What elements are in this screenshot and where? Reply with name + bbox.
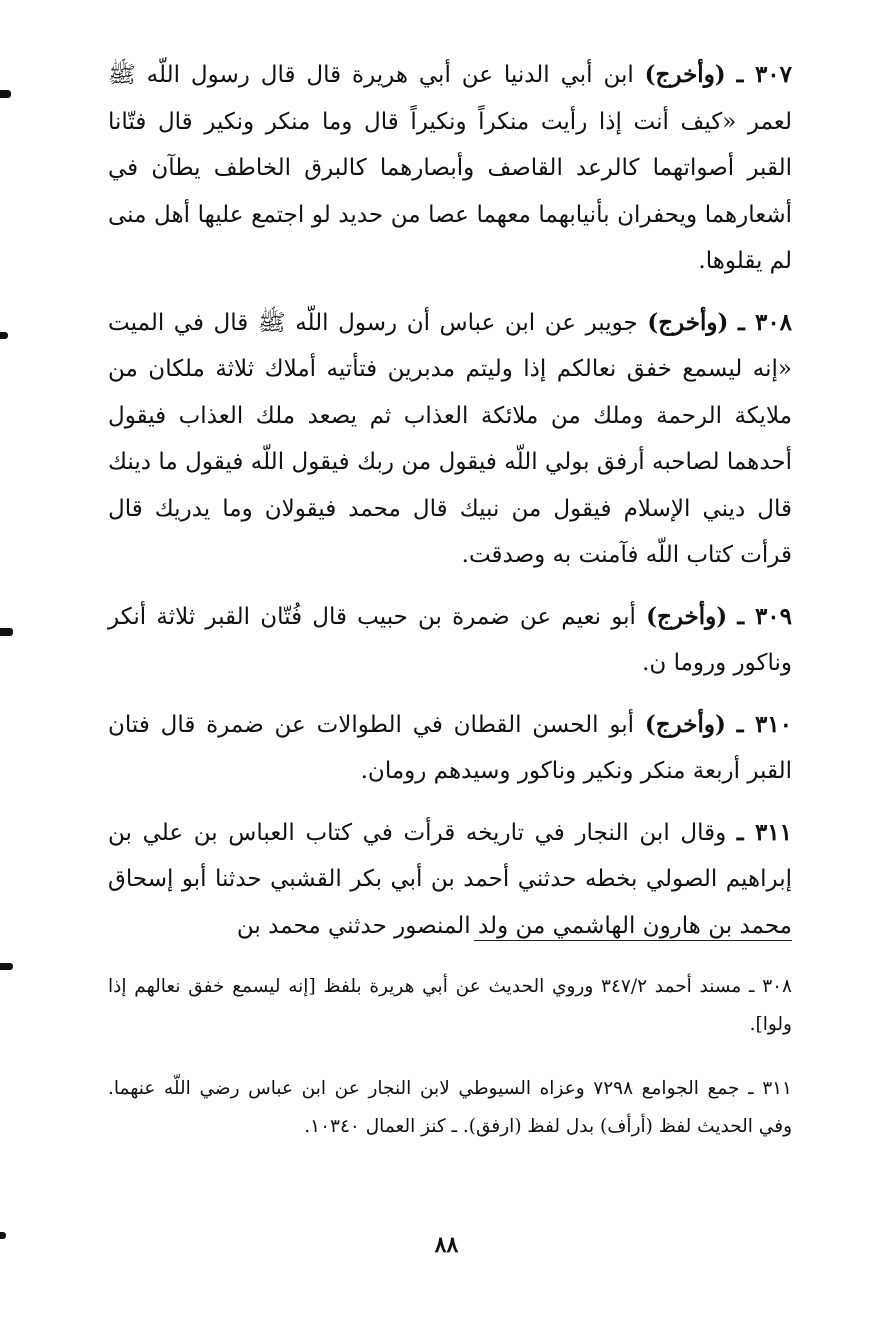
entry-number: ٣١٠ ـ [736, 710, 792, 738]
hadith-entry-309 [108, 594, 792, 687]
scan-edge-mark [0, 332, 8, 339]
entry-number: ٣١١ ـ [736, 818, 792, 846]
page-number: ٨٨ [434, 1232, 459, 1258]
scan-edge-mark [0, 1232, 6, 1239]
hadith-entry-307 [108, 52, 792, 285]
main-text [108, 52, 792, 964]
entry-number: ٣٠٨ ـ [737, 308, 793, 336]
scan-edge-mark [0, 963, 13, 970]
entry-text: أبو نعيم عن ضمرة بن حبيب قال فُتّان القبر ثلاثة أنكر وناكور وروما ن. [108, 603, 792, 676]
entry-keyword: (وأخرج) [644, 710, 726, 738]
entry-text: ابن أبي الدنيا عن أبي هريرة قال قال رسول اللّه ﷺ لعمر «كيف أنت إذا رأيت منكراً ونكيراً قال وما منكر ونكير قال فتّانا القبر أصواتهما كالرعد القاصف وأبصارهما كالبرق الخاطف يطآن في أشعارهما ويحفران بأنيابهما معهما عصا من حديد لو اجتمع عليها أهل منى لم يقلوها. [108, 62, 792, 274]
entry-number: ٣٠٩ ـ [737, 602, 793, 630]
scan-edge-mark [0, 628, 13, 636]
entry-number: ٣٠٧ ـ [736, 61, 793, 88]
footnote-divider [474, 940, 792, 941]
entry-keyword: (وأخرج) [647, 308, 729, 336]
footnotes [108, 968, 792, 1172]
scan-edge-mark [0, 90, 11, 98]
hadith-entry-308 [108, 300, 792, 579]
footnote-311: ٣١١ ـ جمع الجوامع ٧٢٩٨ وعزاه السيوطي لابن النجار عن ابن عباس رضي اللّه عنهما. وفي الحديث لفظ (أرأف) بدل لفظ (ارفق). ـ كنز العمال ١٠٣٤٠. [108, 1078, 792, 1137]
hadith-entry-310 [108, 702, 792, 795]
hadith-entry-311 [108, 810, 792, 950]
entry-text: جويبر عن ابن عباس أن رسول اللّه ﷺ قال في الميت «إنه ليسمع خفق نعالكم إذا وليتم مدبرين فتأتيه أملاك ثلاثة ملكان من ملايكة الرحمة وملك من ملائكة العذاب ثم يصعد ملك العذاب فيقول أحدهما لصاحبه أرفق بولي اللّه فيقول من ربك فيقول اللّه فيقول ما دينك قال ديني الإسلام فيقول من نبيك قال محمد فيقولان وما يدريك قال قرأت كتاب اللّه فآمنت به وصدقت. [108, 309, 792, 568]
entry-text: وقال ابن النجار في تاريخه قرأت في كتاب العباس بن علي بن إبراهيم الصولي بخطه حدثني أحمد بن أبي بكر القشبي حدثنا أبو إسحاق محمد بن هارون الهاشمي من ولد المنصور حدثني محمد بن [108, 819, 792, 939]
entry-keyword: (وأخرج) [644, 61, 726, 88]
entry-keyword: (وأخرج) [646, 602, 728, 630]
footnote-308: ٣٠٨ ـ مسند أحمد ٣٤٧/٢ وروي الحديث عن أبي هريرة بلفظ [إنه ليسمع خفق نعالهم إذا ولوا]. [108, 976, 792, 1035]
entry-text: أبو الحسن القطان في الطوالات عن ضمرة قال فتان القبر أربعة منكر ونكير وناكور وسيدهم رومان. [108, 711, 792, 784]
